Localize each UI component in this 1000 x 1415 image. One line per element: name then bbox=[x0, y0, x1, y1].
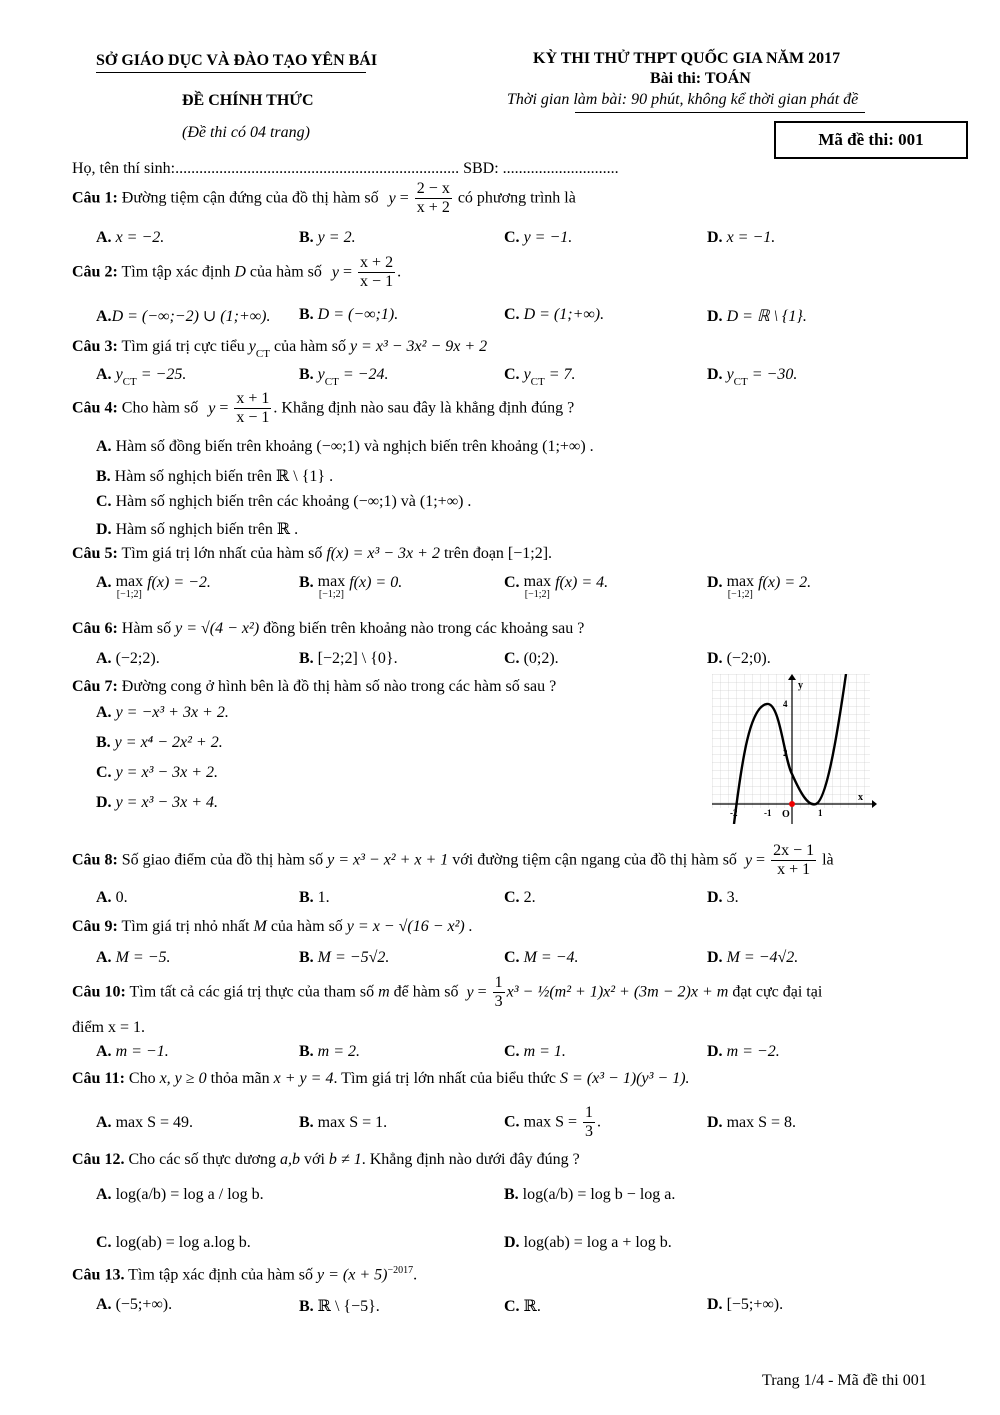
q8-option-a[interactable]: A. 0. bbox=[96, 889, 128, 906]
q1-option-d[interactable]: D. x = −1. bbox=[707, 229, 776, 246]
q7-option-c[interactable]: C. y = x³ − 3x + 2. bbox=[96, 764, 219, 781]
question-12: Câu 12. Cho các số thực dương a,b với b ≠ 1. Khẳng định nào dưới đây đúng ? bbox=[72, 1151, 580, 1168]
x-axis-arrow bbox=[872, 800, 877, 808]
q6-option-c[interactable]: C. (0;2). bbox=[504, 650, 559, 667]
exam-code: Mã đề thi: 001 bbox=[818, 130, 924, 149]
question-11: Câu 11: Cho x, y ≥ 0 thỏa mãn x + y = 4. Tìm giá trị lớn nhất của biểu thức S = (x³ − 1)(y³ − 1). bbox=[72, 1070, 690, 1087]
page-footer: Trang 1/4 - Mã đề thi 001 bbox=[762, 1372, 927, 1389]
exam-title: KỲ THI THỬ THPT QUỐC GIA NĂM 2017 bbox=[533, 50, 841, 67]
org-name: SỞ GIÁO DỤC VÀ ĐÀO TẠO YÊN BÁI bbox=[96, 52, 378, 69]
question-5: Câu 5: Tìm giá trị lớn nhất của hàm số f(x) = x³ − 3x + 2 trên đoạn [−1;2]. bbox=[72, 545, 553, 562]
q12-option-c[interactable]: C. log(ab) = log a.log b. bbox=[96, 1234, 251, 1251]
q5-option-c[interactable]: C. max [−1;2] f(x) = 4. bbox=[504, 573, 609, 600]
q12-option-d[interactable]: D. log(ab) = log a + log b. bbox=[504, 1234, 672, 1251]
subject: Bài thi: TOÁN bbox=[650, 70, 751, 87]
question-7: Câu 7: Đường cong ở hình bên là đồ thị hàm số nào trong các hàm số sau ? bbox=[72, 678, 557, 695]
question-1: Câu 1: Đường tiệm cận đứng của đồ thị hàm số y = $\frac{2 - x}{x + 2}$ có phương trình là bbox=[72, 180, 576, 217]
q7-option-b[interactable]: B. y = x⁴ − 2x² + 2. bbox=[96, 734, 223, 751]
q9-option-b[interactable]: B. M = −5√2. bbox=[299, 949, 390, 966]
student-line: Họ, tên thí sinh:....................................................................... SBD: ............................. bbox=[72, 160, 619, 177]
q7-graph bbox=[712, 674, 877, 824]
q5-option-b[interactable]: B. max [−1;2] f(x) = 0. bbox=[299, 573, 403, 600]
q8-option-b[interactable]: B. 1. bbox=[299, 889, 330, 906]
page-count: (Đề thi có 04 trang) bbox=[182, 124, 310, 141]
q11-option-b[interactable]: B. max S = 1. bbox=[299, 1114, 388, 1131]
q13-option-b[interactable]: B. ℝ \ {−5}. bbox=[299, 1298, 380, 1315]
q4-option-d[interactable]: D. Hàm số nghịch biến trên ℝ . bbox=[96, 521, 299, 538]
q1-option-a[interactable]: A. x = −2. bbox=[96, 229, 165, 246]
q11-option-a[interactable]: A. max S = 49. bbox=[96, 1114, 194, 1131]
q8-option-c[interactable]: C. 2. bbox=[504, 889, 536, 906]
q11-option-c[interactable]: C. max S = $\frac{1}{3}$ . bbox=[504, 1104, 602, 1141]
q4-option-a[interactable]: A. Hàm số đồng biến trên khoảng (−∞;1) và nghịch biến trên khoảng (1;+∞) . bbox=[96, 438, 594, 455]
q10-option-c[interactable]: C. m = 1. bbox=[504, 1043, 566, 1060]
q5-option-a[interactable]: A. max [−1;2] f(x) = −2. bbox=[96, 573, 211, 600]
origin-label: O bbox=[782, 809, 790, 820]
q9-option-d[interactable]: D. M = −4√2. bbox=[707, 949, 799, 966]
q3-option-a[interactable]: A. yCT = −25. bbox=[96, 366, 187, 388]
origin-point bbox=[789, 801, 795, 807]
question-9: Câu 9: Tìm giá trị nhỏ nhất M của hàm số y = x − √(16 − x²) . bbox=[72, 918, 473, 935]
q5-option-d[interactable]: D. max [−1;2] f(x) = 2. bbox=[707, 573, 812, 600]
y-axis-label: y bbox=[798, 680, 803, 691]
q12-option-a[interactable]: A. log(a/b) = log a / log b. bbox=[96, 1186, 264, 1203]
q3-option-b[interactable]: B. yCT = −24. bbox=[299, 366, 389, 388]
x-axis-label: x bbox=[858, 792, 863, 803]
graph-grid bbox=[712, 674, 870, 808]
q7-option-a[interactable]: A. y = −x³ + 3x + 2. bbox=[96, 704, 229, 721]
q2-option-d[interactable]: D. D = ℝ \ {1}. bbox=[707, 308, 807, 325]
exam-time: Thời gian làm bài: 90 phút, không kể thời gian phát đề bbox=[507, 91, 859, 108]
q3-option-d[interactable]: D. yCT = −30. bbox=[707, 366, 798, 388]
q6-option-d[interactable]: D. (−2;0). bbox=[707, 650, 771, 667]
q10-option-b[interactable]: B. m = 2. bbox=[299, 1043, 361, 1060]
q11-option-d[interactable]: D. max S = 8. bbox=[707, 1114, 797, 1131]
q10-option-a[interactable]: A. m = −1. bbox=[96, 1043, 169, 1060]
question-6: Câu 6: Hàm số y = √(4 − x²) đồng biến trên khoảng nào trong các khoảng sau ? bbox=[72, 620, 585, 637]
q3-option-c[interactable]: C. yCT = 7. bbox=[504, 366, 576, 388]
q4-option-b[interactable]: B. Hàm số nghịch biến trên ℝ \ {1} . bbox=[96, 468, 334, 485]
q13-option-d[interactable]: D. [−5;+∞). bbox=[707, 1296, 784, 1313]
question-10-cont: điểm x = 1. bbox=[72, 1019, 146, 1036]
tick-x-neg2: -2 bbox=[730, 808, 738, 818]
question-8: Câu 8: Số giao điểm của đồ thị hàm số y = x³ − x² + x + 1 với đường tiệm cận ngang của đồ thị hàm số y = $\frac{2x - 1}{x + 1}$ là bbox=[72, 842, 834, 879]
q8-option-d[interactable]: D. 3. bbox=[707, 889, 739, 906]
tick-y-4: 4 bbox=[783, 699, 788, 709]
time-underline bbox=[575, 112, 865, 113]
question-13: Câu 13. Tìm tập xác định của hàm số $y = (x + 5)^{-2017}$. bbox=[72, 1265, 418, 1284]
q2-option-c[interactable]: C. D = (1;+∞). bbox=[504, 306, 605, 323]
q2-option-a[interactable]: A.D = (−∞;−2) ∪ (1;+∞). bbox=[96, 308, 271, 325]
official-label: ĐỀ CHÍNH THỨC bbox=[182, 92, 314, 109]
q13-option-c[interactable]: C. ℝ. bbox=[504, 1298, 541, 1315]
q13-option-a[interactable]: A. (−5;+∞). bbox=[96, 1296, 173, 1313]
q9-option-c[interactable]: C. M = −4. bbox=[504, 949, 579, 966]
question-3: Câu 3: Tìm giá trị cực tiểu yCT của hàm số y = x³ − 3x² − 9x + 2 bbox=[72, 338, 488, 360]
q6-option-b[interactable]: B. [−2;2] \ {0}. bbox=[299, 650, 398, 667]
q12-option-b[interactable]: B. log(a/b) = log b − log a. bbox=[504, 1186, 676, 1203]
tick-y-2: 2 bbox=[783, 748, 788, 758]
tick-x-1: 1 bbox=[818, 808, 823, 818]
question-10: Câu 10: Tìm tất cả các giá trị thực của tham số m để hàm số y = $\frac{1}{3}$ x³ − ½(m² + 1)x² + (3m − 2)x + m đạt cực đại tại bbox=[72, 974, 823, 1011]
org-underline bbox=[96, 72, 366, 73]
q6-option-a[interactable]: A. (−2;2). bbox=[96, 650, 160, 667]
q2-option-b[interactable]: B. D = (−∞;1). bbox=[299, 306, 399, 323]
question-4: Câu 4: Cho hàm số y = $\frac{x + 1}{x - 1}$ . Khẳng định nào sau đây là khẳng định đúng ? bbox=[72, 390, 575, 427]
q1-option-c[interactable]: C. y = −1. bbox=[504, 229, 573, 246]
exam-code-box bbox=[774, 121, 968, 159]
tick-x-neg1: -1 bbox=[764, 808, 772, 818]
q7-option-d[interactable]: D. y = x³ − 3x + 4. bbox=[96, 794, 219, 811]
q4-option-c[interactable]: C. Hàm số nghịch biến trên các khoảng (−∞;1) và (1;+∞) . bbox=[96, 493, 472, 510]
question-2: Câu 2: Tìm tập xác định D của hàm số y = $\frac{x + 2}{x - 1}$ . bbox=[72, 254, 402, 291]
q10-option-d[interactable]: D. m = −2. bbox=[707, 1043, 780, 1060]
q9-option-a[interactable]: A. M = −5. bbox=[96, 949, 171, 966]
q1-option-b[interactable]: B. y = 2. bbox=[299, 229, 356, 246]
